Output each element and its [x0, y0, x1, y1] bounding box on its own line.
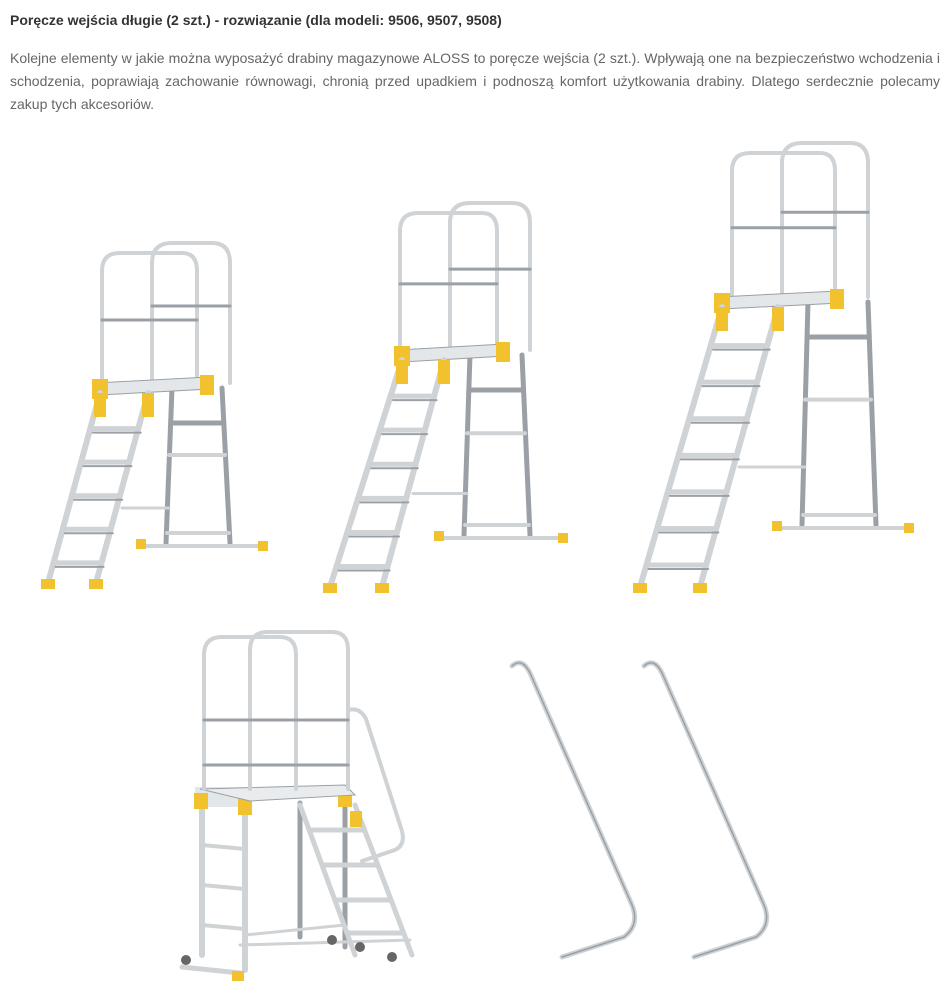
ladder-6-steps: [323, 203, 568, 593]
ladder-with-entry-handrail: [181, 632, 412, 981]
page-title: Poręcze wejścia długie (2 szt.) - rozwiązanie (dla modeli: 9506, 9507, 9508): [10, 12, 502, 28]
ladder-5-steps: [41, 243, 268, 589]
entry-handrail-right: [644, 663, 767, 957]
ladder-7-steps: [633, 143, 914, 593]
product-description: Kolejne elementy w jakie można wyposażyć drabiny magazynowe ALOSS to poręcze wejścia (2 szt.). Wpływają one na bezpieczeństwo wchodzenia i schodzenia, poprawiają zachowanie równowagi, chronią przed upadkiem i podnoszą komfort użytkowania drabiny. Dlatego serdecznie polecamy zakup tych akcesoriów.: [10, 50, 940, 112]
product-image: [0, 125, 945, 1000]
entry-handrail-left: [512, 663, 635, 957]
